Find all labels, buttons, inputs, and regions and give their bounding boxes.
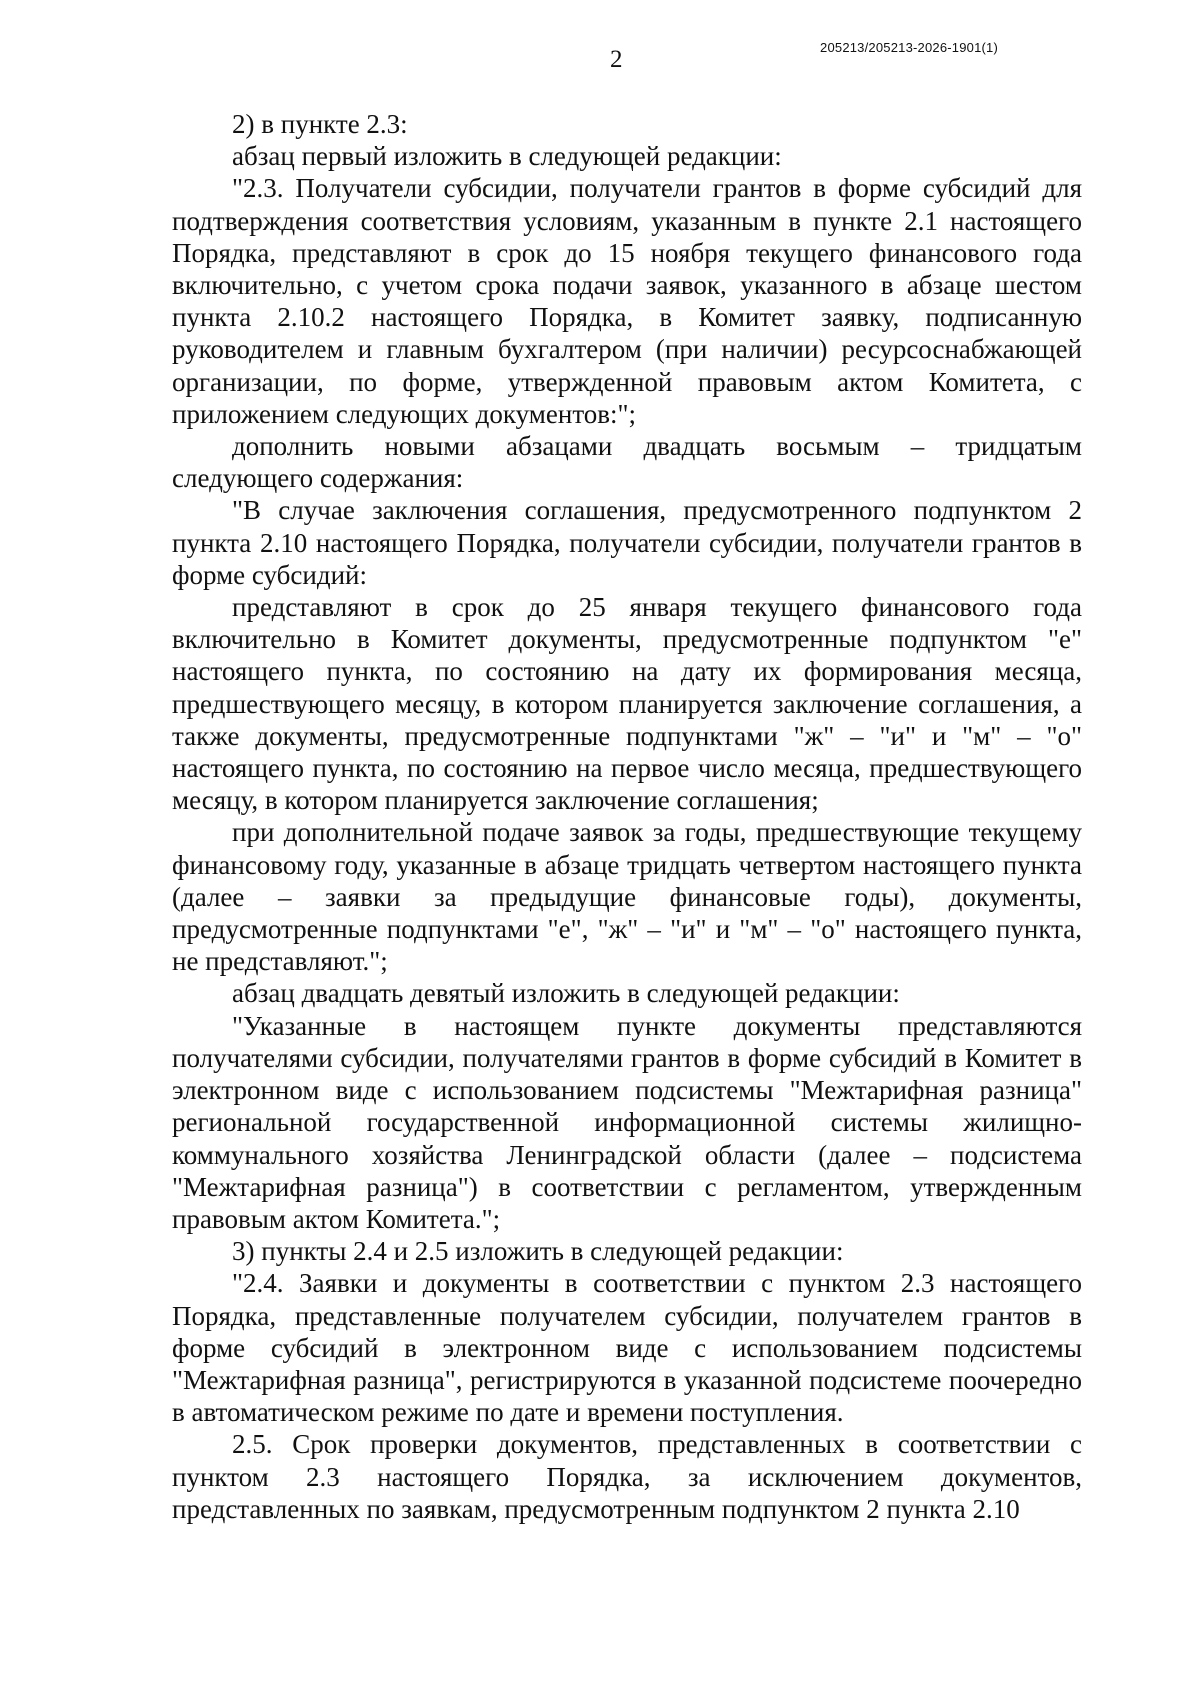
page-number: 2 — [610, 46, 623, 73]
paragraph-submission-deadline: представляют в срок до 25 января текущего финансового года включительно в Комитет документы, предусмотренные подпунктом "е" настоящего пункта, по состоянию на дату их формирования месяца, предшествующего месяцу, в котором планируется заключение соглашения, а также документы, предусмотренные подпунктами "ж" – "и" и "м" – "о" настоящего пункта, по состоянию на первое число месяца, предшествующего месяцу, в котором планируется заключение соглашения; — [172, 592, 1082, 816]
paragraph-agreement-case: "В случае заключения соглашения, предусмотренного подпунктом 2 пункта 2.10 настоящего Порядка, получатели субсидии, получатели грантов в форме субсидий: — [172, 495, 1082, 590]
paragraph-clause-2-4: "2.4. Заявки и документы в соответствии с пунктом 2.3 настоящего Порядка, представленные получателем субсидии, получателем грантов в форме субсидий в электронном виде с использованием подсистемы "Межтарифная разница", регистрируются в указанной подсистеме поочередно в автоматическом режиме по дате и времени поступления. — [172, 1268, 1082, 1428]
paragraph-additional-submission: при дополнительной подаче заявок за годы, предшествующие текущему финансовому году, указанные в абзаце тридцать четвертом настоящего пункта (далее – заявки за предыдущие финансовые годы), документы, предусмотренные подпунктами "е", "ж" – "и" и "м" – "о" настоящего пункта, не представляют."; — [172, 817, 1082, 977]
paragraph-item-2: 2) в пункте 2.3: — [232, 109, 408, 139]
paragraph-clause-2-3: "2.3. Получатели субсидии, получатели грантов в форме субсидий для подтверждения соответствия условиям, указанным в пункте 2.1 настоящего Порядка, представляют в срок до 15 ноября текущего финансового года включительно, с учетом срока подачи заявок, указанного в абзаце шестом пункта 2.10.2 настоящего Порядка, в Комитет заявку, подписанную руководителем и главным бухгалтером (при наличии) ресурсоснабжающей организации, по форме, утвержденной правовым актом Комитета, с приложением следующих документов:"; — [172, 173, 1082, 429]
document-id: 205213/205213-2026-1901(1) — [820, 40, 998, 55]
paragraph-item-3: 3) пункты 2.4 и 2.5 изложить в следующей редакции: — [232, 1236, 844, 1267]
paragraph-instruction-add-abzacs: дополнить новыми абзацами двадцать восьмым – тридцатым следующего содержания: — [172, 431, 1082, 494]
paragraph-instruction-abzac-29: абзац двадцать девятый изложить в следующей редакции: — [232, 978, 900, 1009]
document-body — [172, 108, 1082, 1525]
paragraph-electronic-submission: "Указанные в настоящем пункте документы представляются получателями субсидии, получателями грантов в форме субсидий в Комитет в электронном виде с использованием подсистемы "Межтарифная разница" региональной государственной информационной системы жилищно-коммунального хозяйства Ленинградской области (далее – подсистема "Межтарифная разница") в соответствии с регламентом, утвержденным правовым актом Комитета."; — [172, 1010, 1082, 1234]
paragraph-clause-2-5: 2.5. Срок проверки документов, представленных в соответствии с пунктом 2.3 настоящего Порядка, за исключением документов, представленных по заявкам, предусмотренным подпунктом 2 пункта 2.10 — [172, 1429, 1082, 1524]
paragraph-instruction-first-abzac: абзац первый изложить в следующей редакции: — [232, 141, 782, 172]
